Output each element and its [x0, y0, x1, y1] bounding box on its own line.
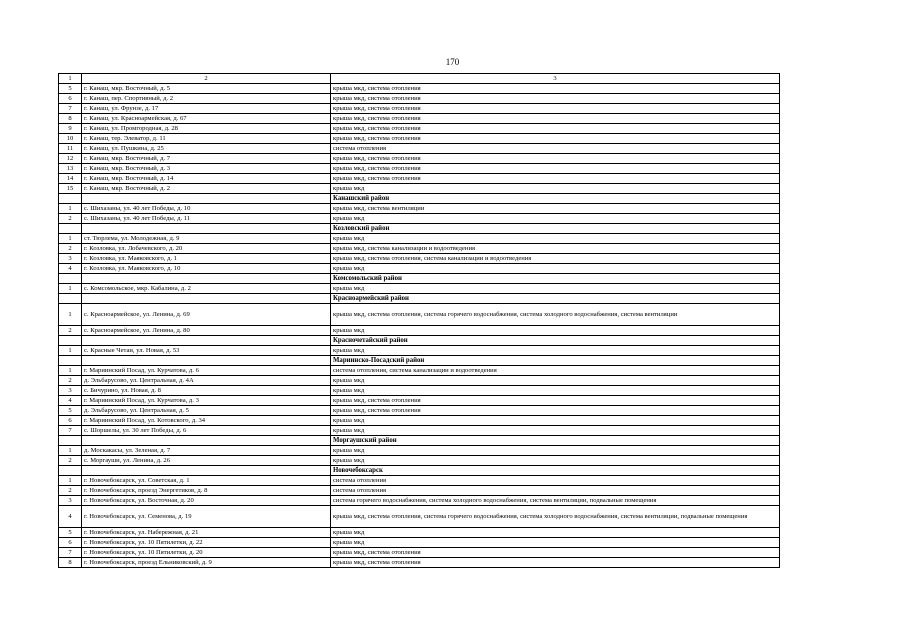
- table-row: [59, 104, 780, 114]
- row-address: г. Канаш, ул. Фрунзе, д. 17: [82, 104, 331, 114]
- district-title: Мариинско-Посадский район: [331, 356, 780, 366]
- row-number: 8: [59, 114, 82, 124]
- district-header-row: [59, 336, 780, 346]
- table-row: [59, 154, 780, 164]
- row-number: 1: [59, 476, 82, 486]
- row-address: г. Канаш, мкр. Восточный, д. 2: [82, 184, 331, 194]
- empty-cell: [59, 194, 82, 204]
- table-row: [59, 254, 780, 264]
- table-row: [59, 386, 780, 396]
- table-row: [59, 426, 780, 436]
- row-work-types: крыша мкд: [331, 376, 780, 386]
- district-title: Новочебоксарск: [331, 466, 780, 476]
- table-row: [59, 84, 780, 94]
- empty-cell: [59, 356, 82, 366]
- row-work-types: крыша мкд, система отопления: [331, 154, 780, 164]
- table-row: [59, 164, 780, 174]
- row-work-types: система отопления: [331, 144, 780, 154]
- row-number: 6: [59, 538, 82, 548]
- table-row: [59, 346, 780, 356]
- table-row: [59, 174, 780, 184]
- table-row: [59, 506, 780, 528]
- row-number: 15: [59, 184, 82, 194]
- row-work-types: крыша мкд, система отопления: [331, 558, 780, 568]
- row-number: 5: [59, 406, 82, 416]
- row-number: 8: [59, 558, 82, 568]
- row-work-types: крыша мкд, система вентиляции: [331, 204, 780, 214]
- row-work-types: крыша мкд: [331, 456, 780, 466]
- table-row: [59, 446, 780, 456]
- table-row: [59, 284, 780, 294]
- empty-cell: [59, 336, 82, 346]
- empty-cell: [59, 224, 82, 234]
- row-number: 3: [59, 254, 82, 264]
- table-header-row: [59, 74, 780, 84]
- header-col-3: 3: [331, 74, 780, 84]
- row-number: 4: [59, 506, 82, 528]
- row-work-types: система отопления: [331, 476, 780, 486]
- row-number: 1: [59, 234, 82, 244]
- empty-cell: [59, 274, 82, 284]
- row-address: г. Козловка, ул. Маяковского, д. 1: [82, 254, 331, 264]
- empty-cell: [82, 194, 331, 204]
- table-row: [59, 528, 780, 538]
- row-address: г. Мариинский Посад, ул. Курчатова, д. 3: [82, 396, 331, 406]
- row-number: 1: [59, 284, 82, 294]
- district-header-row: [59, 224, 780, 234]
- row-number: 7: [59, 104, 82, 114]
- table-row: [59, 376, 780, 386]
- objects-table: [58, 73, 780, 568]
- row-address: г. Мариинский Посад, ул. Котовского, д. 34: [82, 416, 331, 426]
- row-address: г. Новочебоксарск, ул. Семенова, д. 19: [82, 506, 331, 528]
- table-row: [59, 416, 780, 426]
- row-work-types: крыша мкд: [331, 234, 780, 244]
- table-row: [59, 244, 780, 254]
- table-row: [59, 496, 780, 506]
- row-work-types: крыша мкд, система отопления: [331, 134, 780, 144]
- row-address: г. Канаш, мкр. Восточный, д. 7: [82, 154, 331, 164]
- empty-cell: [82, 224, 331, 234]
- row-address: г. Новочебоксарск, ул. Набережная, д. 21: [82, 528, 331, 538]
- row-number: 1: [59, 446, 82, 456]
- table-row: [59, 124, 780, 134]
- row-address: с. Красноармейское, ул. Ленина, д. 69: [82, 304, 331, 326]
- row-work-types: крыша мкд: [331, 264, 780, 274]
- row-number: 13: [59, 164, 82, 174]
- row-number: 2: [59, 486, 82, 496]
- row-address: д. Эльбарусово, ул. Центральная, д. 4А: [82, 376, 331, 386]
- row-number: 3: [59, 386, 82, 396]
- row-work-types: крыша мкд, система канализации и водоотведения: [331, 244, 780, 254]
- table-row: [59, 144, 780, 154]
- row-address: с. Бичурино, ул. Новая, д. 8: [82, 386, 331, 396]
- row-address: с. Шихазаны, ул. 40 лет Победы, д. 10: [82, 204, 331, 214]
- row-number: 7: [59, 548, 82, 558]
- row-number: 5: [59, 528, 82, 538]
- row-number: 11: [59, 144, 82, 154]
- row-work-types: крыша мкд, система отопления, система горячего водоснабжения, система холодного водоснабжения, система вентиляции: [331, 304, 780, 326]
- table-body: [59, 74, 780, 568]
- row-address: г. Новочебоксарск, ул. Советская, д. 1: [82, 476, 331, 486]
- row-number: 2: [59, 244, 82, 254]
- table-row: [59, 114, 780, 124]
- header-col-1: 1: [59, 74, 82, 84]
- row-address: г. Новочебоксарск, ул. 10 Пятилетки, д. 20: [82, 548, 331, 558]
- empty-cell: [82, 356, 331, 366]
- table-row: [59, 214, 780, 224]
- table-row: [59, 204, 780, 214]
- row-number: 2: [59, 456, 82, 466]
- header-col-2: 2: [82, 74, 331, 84]
- table-row: [59, 134, 780, 144]
- district-header-row: [59, 294, 780, 304]
- row-address: д. Эльбарусово, ул. Центральная, д. 5: [82, 406, 331, 416]
- row-work-types: крыша мкд: [331, 284, 780, 294]
- row-number: 6: [59, 94, 82, 104]
- table-row: [59, 456, 780, 466]
- row-address: г. Новочебоксарск, ул. Восточная, д. 20: [82, 496, 331, 506]
- row-work-types: крыша мкд, система отопления: [331, 164, 780, 174]
- district-title: Моргаушский район: [331, 436, 780, 446]
- table-row: [59, 486, 780, 496]
- row-address: с. Моргауши, ул. Ленина, д. 26: [82, 456, 331, 466]
- row-address: г. Канаш, ул. Промгородная, д. 28: [82, 124, 331, 134]
- district-header-row: [59, 194, 780, 204]
- row-number: 2: [59, 326, 82, 336]
- table-row: [59, 304, 780, 326]
- district-title: Канашский район: [331, 194, 780, 204]
- row-number: 4: [59, 264, 82, 274]
- row-address: г. Канаш, пер. Спортивный, д. 2: [82, 94, 331, 104]
- row-address: д. Москакасы, ул. Зеленая, д. 7: [82, 446, 331, 456]
- row-work-types: система отопления, система канализации и водоотведения: [331, 366, 780, 376]
- row-work-types: крыша мкд, система отопления: [331, 406, 780, 416]
- row-work-types: крыша мкд, система отопления: [331, 548, 780, 558]
- district-title: Красночетайский район: [331, 336, 780, 346]
- row-address: г. Мариинский Посад, ул. Курчатова, д. 6: [82, 366, 331, 376]
- table-row: [59, 184, 780, 194]
- row-number: 12: [59, 154, 82, 164]
- row-address: г. Канаш, мкр. Восточный, д. 3: [82, 164, 331, 174]
- empty-cell: [59, 466, 82, 476]
- row-address: г. Канаш, ул. Красноармейская, д. 67: [82, 114, 331, 124]
- empty-cell: [59, 436, 82, 446]
- row-address: г. Козловка, ул. Лобачевского, д. 20: [82, 244, 331, 254]
- row-work-types: крыша мкд, система отопления: [331, 396, 780, 406]
- row-number: 3: [59, 496, 82, 506]
- table-row: [59, 264, 780, 274]
- table-row: [59, 548, 780, 558]
- table-row: [59, 406, 780, 416]
- row-work-types: крыша мкд: [331, 538, 780, 548]
- row-number: 14: [59, 174, 82, 184]
- row-work-types: крыша мкд: [331, 426, 780, 436]
- row-number: 1: [59, 346, 82, 356]
- row-address: г. Новочебоксарск, проезд Ельниковский, д. 9: [82, 558, 331, 568]
- row-address: г. Канаш, мкр. Восточный, д. 5: [82, 84, 331, 94]
- row-work-types: крыша мкд: [331, 326, 780, 336]
- district-title: Комсомольский район: [331, 274, 780, 284]
- row-number: 10: [59, 134, 82, 144]
- row-work-types: крыша мкд: [331, 386, 780, 396]
- empty-cell: [82, 466, 331, 476]
- table-row: [59, 476, 780, 486]
- row-address: г. Канаш, ул. Пушкина, д. 25: [82, 144, 331, 154]
- row-work-types: крыша мкд, система отопления: [331, 94, 780, 104]
- row-work-types: крыша мкд: [331, 416, 780, 426]
- table-row: [59, 558, 780, 568]
- row-work-types: крыша мкд, система отопления: [331, 174, 780, 184]
- district-header-row: [59, 436, 780, 446]
- row-work-types: крыша мкд: [331, 346, 780, 356]
- row-number: 4: [59, 396, 82, 406]
- row-address: с. Красноармейское, ул. Ленина, д. 80: [82, 326, 331, 336]
- row-address: с. Красные Четаи, ул. Новая, д. 53: [82, 346, 331, 356]
- row-work-types: крыша мкд, система отопления, система канализации и водоотведения: [331, 254, 780, 264]
- page-number: 170: [445, 57, 460, 67]
- row-address: ст. Тюрлема, ул. Молодежная, д. 9: [82, 234, 331, 244]
- row-number: 6: [59, 416, 82, 426]
- row-number: 1: [59, 204, 82, 214]
- table-row: [59, 366, 780, 376]
- row-work-types: система отопления: [331, 486, 780, 496]
- row-work-types: крыша мкд, система отопления: [331, 84, 780, 94]
- row-work-types: крыша мкд, система отопления: [331, 124, 780, 134]
- row-number: 1: [59, 366, 82, 376]
- empty-cell: [59, 294, 82, 304]
- row-work-types: крыша мкд: [331, 446, 780, 456]
- district-header-row: [59, 466, 780, 476]
- row-address: г. Козловка, ул. Маяковского, д. 10: [82, 264, 331, 274]
- row-work-types: крыша мкд: [331, 184, 780, 194]
- row-address: с. Шоршелы, ул. 30 лет Победы, д. 6: [82, 426, 331, 436]
- row-number: 7: [59, 426, 82, 436]
- row-work-types: крыша мкд: [331, 528, 780, 538]
- table-row: [59, 396, 780, 406]
- row-address: г. Канаш, мкр. Восточный, д. 14: [82, 174, 331, 184]
- row-work-types: крыша мкд: [331, 214, 780, 224]
- row-address: г. Канаш, тер. Элеватор, д. 11: [82, 134, 331, 144]
- table-row: [59, 326, 780, 336]
- empty-cell: [82, 274, 331, 284]
- row-address: г. Новочебоксарск, проезд Энергетиков, д. 8: [82, 486, 331, 496]
- row-number: 9: [59, 124, 82, 134]
- row-number: 1: [59, 304, 82, 326]
- empty-cell: [82, 294, 331, 304]
- row-number: 2: [59, 376, 82, 386]
- row-work-types: система горячего водоснабжения, система холодного водоснабжения, система вентиляции, подвальные помещения: [331, 496, 780, 506]
- district-header-row: [59, 274, 780, 284]
- table-row: [59, 94, 780, 104]
- row-work-types: крыша мкд, система отопления: [331, 114, 780, 124]
- row-work-types: крыша мкд, система отопления, система горячего водоснабжения, система холодного водоснабжения, система вентиляции, подвальные помещения: [331, 506, 780, 528]
- table-row: [59, 538, 780, 548]
- empty-cell: [82, 436, 331, 446]
- row-work-types: крыша мкд, система отопления: [331, 104, 780, 114]
- district-header-row: [59, 356, 780, 366]
- empty-cell: [82, 336, 331, 346]
- row-number: 2: [59, 214, 82, 224]
- row-address: г. Новочебоксарск, ул. 10 Пятилетки, д. 22: [82, 538, 331, 548]
- district-title: Красноармейский район: [331, 294, 780, 304]
- row-address: с. Комсомольское, мкр. Кабалина, д. 2: [82, 284, 331, 294]
- row-address: с. Шихазаны, ул. 40 лет Победы, д. 11: [82, 214, 331, 224]
- table-row: [59, 234, 780, 244]
- district-title: Козловский район: [331, 224, 780, 234]
- row-number: 5: [59, 84, 82, 94]
